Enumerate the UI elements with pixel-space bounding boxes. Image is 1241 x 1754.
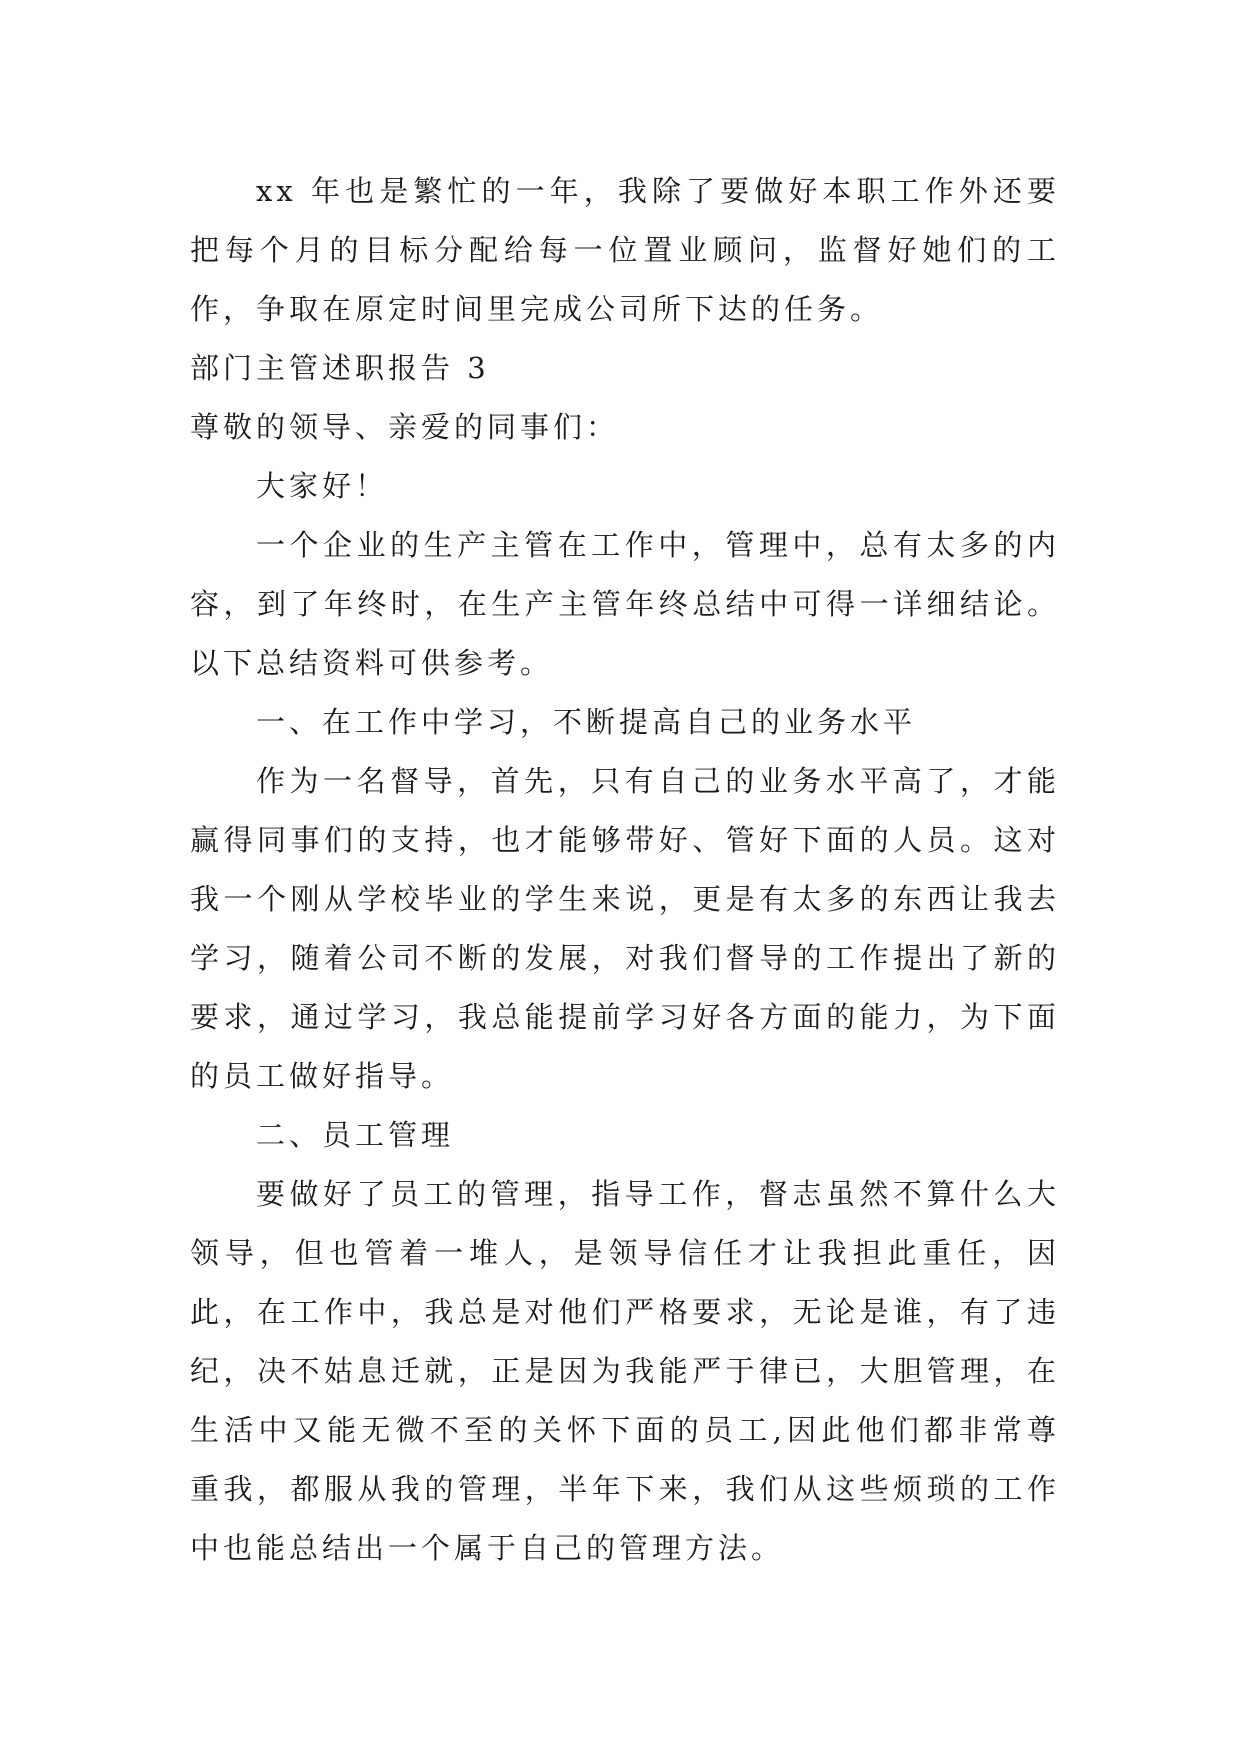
document-body <box>190 162 1060 1578</box>
paragraph-staff-management: 要做好了员工的管理，指导工作，督志虽然不算什么大领导，但也管着一堆人，是领导信任才让我担此重任，因此，在工作中，我总是对他们严格要求，无论是谁，有了违纪，决不姑息迁就，正是因为我能严于律已，大胆管理，在生活中又能无微不至的关怀下面的员工,因此他们都非常尊重我，都服从我的管理，半年下来，我们从这些烦琐的工作中也能总结出一个属于自己的管理方法。 <box>190 1177 1060 1565</box>
paragraph-intro: 一个企业的生产主管在工作中，管理中，总有太多的内容，到了年终时，在生产主管年终总结中可得一详细结论。以下总结资料可供参考。 <box>190 528 1060 680</box>
greeting: 大家好！ <box>256 469 389 503</box>
salutation: 尊敬的领导、亲爱的同事们： <box>190 410 620 444</box>
section-heading-staff-management: 二、员工管理 <box>256 1118 455 1152</box>
report-title: 部门主管述职报告 3 <box>190 351 490 385</box>
paragraph-annual-work: xx 年也是繁忙的一年，我除了要做好本职工作外还要把每个月的目标分配给每一位置业顾问，监督好她们的工作，争取在原定时间里完成公司所下达的任务。 <box>190 174 1060 326</box>
section-heading-learning: 一、在工作中学习，不断提高自己的业务水平 <box>256 705 917 739</box>
paragraph-learning: 作为一名督导，首先，只有自己的业务水平高了，才能赢得同事们的支持，也才能够带好、管好下面的人员。这对我一个刚从学校毕业的学生来说，更是有太多的东西让我去学习，随着公司不断的发展，对我们督导的工作提出了新的要求，通过学习，我总能提前学习好各方面的能力，为下面的员工做好指导。 <box>190 764 1060 1093</box>
